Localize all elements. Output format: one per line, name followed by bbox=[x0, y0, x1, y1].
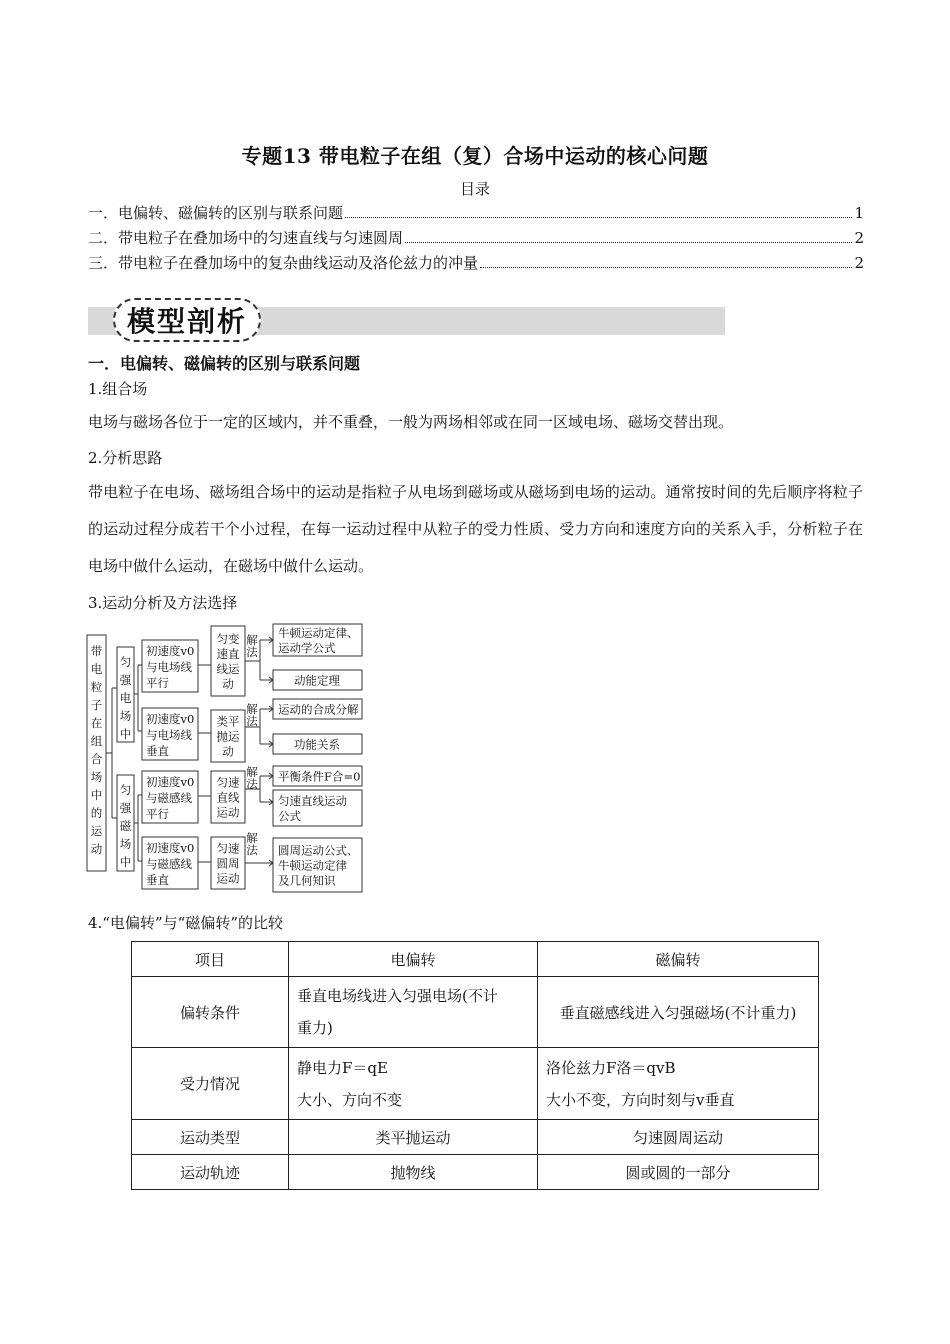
diagram-motion-text: 类平抛运动 bbox=[216, 714, 240, 759]
table-cell-electric bbox=[289, 977, 538, 1048]
table-cell-magnetic: 圆或圆的一部分 bbox=[538, 1155, 819, 1190]
subheading-analysis: 2.分析思路 bbox=[88, 449, 163, 467]
toc-item[interactable] bbox=[88, 227, 864, 252]
diagram-condition-text: 初速度v0 与磁感线平行 bbox=[146, 775, 195, 821]
subheading-combined-field: 1.组合场 bbox=[88, 380, 148, 398]
section-banner-label: 模型剖析 bbox=[113, 298, 261, 342]
diagram-method-text: 功能关系 bbox=[294, 737, 340, 752]
diagram-method-label: 解法 bbox=[246, 831, 258, 857]
table-cell-magnetic: 垂直磁感线进入匀强磁场(不计重力) bbox=[538, 977, 819, 1048]
diagram-field-text: 匀强电场中 bbox=[119, 655, 132, 741]
diagram-root-text: 带电粒子在组合场中的运动 bbox=[90, 644, 103, 856]
table-header-row bbox=[132, 942, 819, 977]
diagram-motion-text: 匀速圆周运动 bbox=[216, 841, 240, 886]
method-diagram bbox=[86, 618, 376, 896]
diagram-method-labels bbox=[246, 633, 258, 857]
paragraph-analysis: 带电粒子在电场、磁场组合场中的运动是指粒子从电场到磁场或从磁场到电场的运动。通常按时间的先后顺序将粒子的运动过程分成若干个小过程，在每一运动过程中从粒子的受力性质、受力方向和速度方向的关系入手，分析粒子在电场中做什么运动，在磁场中做什么运动。 bbox=[88, 483, 863, 575]
table-cell-item: 运动类型 bbox=[132, 1120, 289, 1155]
subheading-method: 3.运动分析及方法选择 bbox=[88, 594, 238, 612]
toc-item[interactable] bbox=[88, 252, 864, 277]
table-header-cell: 电偏转 bbox=[289, 942, 538, 977]
diagram-condition-text: 初速度v0 与电场线垂直 bbox=[146, 712, 195, 758]
table-cell-item: 运动轨迹 bbox=[132, 1155, 289, 1190]
table-row bbox=[132, 1155, 819, 1190]
table-cell-item: 偏转条件 bbox=[132, 977, 289, 1048]
table-header-cell: 项目 bbox=[132, 942, 289, 977]
diagram-motion-text: 匀变速直线运动 bbox=[216, 632, 240, 691]
toc-leader bbox=[405, 242, 852, 243]
table-row bbox=[132, 1120, 819, 1155]
table-cell-electric: 抛物线 bbox=[289, 1155, 538, 1190]
table-row bbox=[132, 1048, 819, 1120]
diagram-method-text: 匀速直线运动公式 bbox=[278, 794, 347, 823]
subheading-comparison: 4.“电偏转”与“磁偏转”的比较 bbox=[88, 914, 283, 932]
diagram-motion-text: 匀速直线运动 bbox=[216, 775, 240, 820]
diagram-method-label: 解法 bbox=[246, 633, 258, 659]
toc-item-page: 2 bbox=[854, 254, 864, 272]
table-of-contents bbox=[88, 202, 864, 277]
diagram-method-text: 动能定理 bbox=[294, 673, 340, 688]
document-title: 专题13 带电粒子在组（复）合场中运动的核心问题 bbox=[241, 144, 709, 168]
diagram-methods bbox=[278, 626, 360, 888]
toc-item-label: 一．电偏转、磁偏转的区别与联系问题 bbox=[88, 204, 344, 222]
toc-heading: 目录 bbox=[459, 180, 490, 198]
diagram-method-text: 牛顿运动定律、运动学公式 bbox=[278, 626, 359, 655]
section-heading: 一．电偏转、磁偏转的区别与联系问题 bbox=[88, 354, 361, 373]
diagram-method-text: 圆周运动公式、牛顿运动定律及几何知识 bbox=[278, 843, 359, 888]
toc-leader bbox=[480, 267, 852, 268]
toc-leader bbox=[345, 217, 852, 218]
toc-item[interactable] bbox=[88, 202, 864, 227]
diagram-condition-text: 初速度v0 与磁感线垂直 bbox=[146, 841, 195, 887]
diagram-condition-text: 初速度v0 与电场线平行 bbox=[146, 644, 195, 690]
diagram-method-label: 解法 bbox=[246, 765, 258, 791]
table-cell-line: 静电力F＝qE bbox=[297, 1058, 388, 1077]
toc-item-page: 1 bbox=[854, 204, 864, 222]
paragraph-combined-field: 电场与磁场各位于一定的区域内，并不重叠，一般为两场相邻或在同一区域电场、磁场交替出现。 bbox=[88, 413, 734, 431]
diagram-method-label: 解法 bbox=[246, 702, 258, 728]
table-cell-electric: 类平抛运动 bbox=[289, 1120, 538, 1155]
table-header-cell: 磁偏转 bbox=[538, 942, 819, 977]
toc-item-label: 二．带电粒子在叠加场中的匀速直线与匀速圆周 bbox=[88, 229, 404, 247]
toc-item-page: 2 bbox=[854, 229, 864, 247]
table-cell-magnetic: 匀速圆周运动 bbox=[538, 1120, 819, 1155]
table-cell-line: 大小不变，方向时刻与v垂直 bbox=[546, 1090, 735, 1109]
diagram-field-text: 匀强磁场中 bbox=[119, 783, 132, 869]
toc-item-label: 三．带电粒子在叠加场中的复杂曲线运动及洛伦兹力的冲量 bbox=[88, 254, 479, 272]
diagram-method-text: 平衡条件F合=0 bbox=[278, 769, 361, 784]
comparison-table bbox=[131, 941, 819, 1190]
diagram-method-text: 运动的合成分解 bbox=[278, 702, 359, 717]
table-cell-line: 大小、方向不变 bbox=[297, 1090, 403, 1109]
table-row bbox=[132, 977, 819, 1048]
table-cell-line: 重力) bbox=[297, 1019, 333, 1037]
table-cell-line: 垂直电场线进入匀强电场(不计 bbox=[297, 987, 498, 1005]
table-cell-electric bbox=[289, 1048, 538, 1120]
table-cell-magnetic bbox=[538, 1048, 819, 1120]
table-cell-item: 受力情况 bbox=[132, 1048, 289, 1120]
table-cell-line: 洛伦兹力F洛＝qvB bbox=[546, 1058, 676, 1077]
